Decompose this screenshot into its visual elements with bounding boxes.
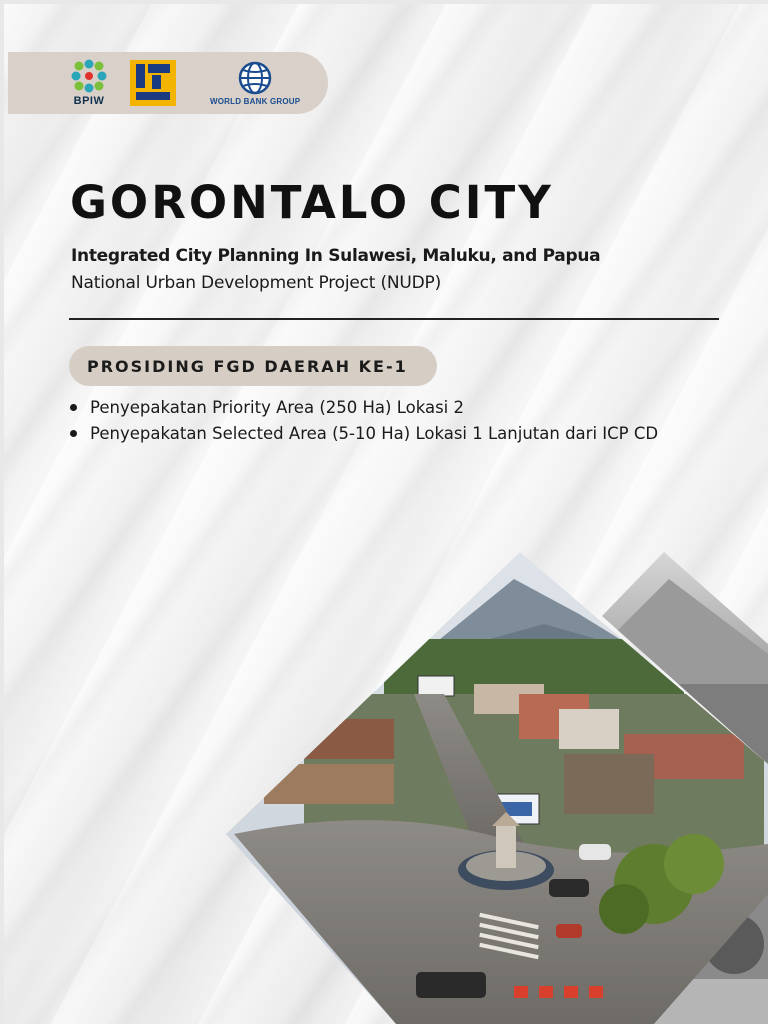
- section-label: PROSIDING FGD DAERAH KE-1: [87, 356, 408, 376]
- page-title: GORONTALO CITY: [70, 176, 554, 229]
- bpiw-label: BPIW: [73, 95, 105, 107]
- world-bank-label: WORLD BANK GROUP: [210, 96, 301, 106]
- cover-photo: [4, 4, 768, 1024]
- subtitle: Integrated City Planning In Sulawesi, Maluku, and Papua: [71, 246, 601, 266]
- list-item-text: Penyepakatan Selected Area (5-10 Ha) Lokasi 1 Lanjutan dari ICP CD: [90, 423, 659, 443]
- aerial-city-roundabout-photo-icon: [4, 4, 768, 1024]
- project-name: National Urban Development Project (NUDP): [71, 273, 442, 293]
- list-item-text: Penyepakatan Priority Area (250 Ha) Lokasi 2: [90, 397, 464, 417]
